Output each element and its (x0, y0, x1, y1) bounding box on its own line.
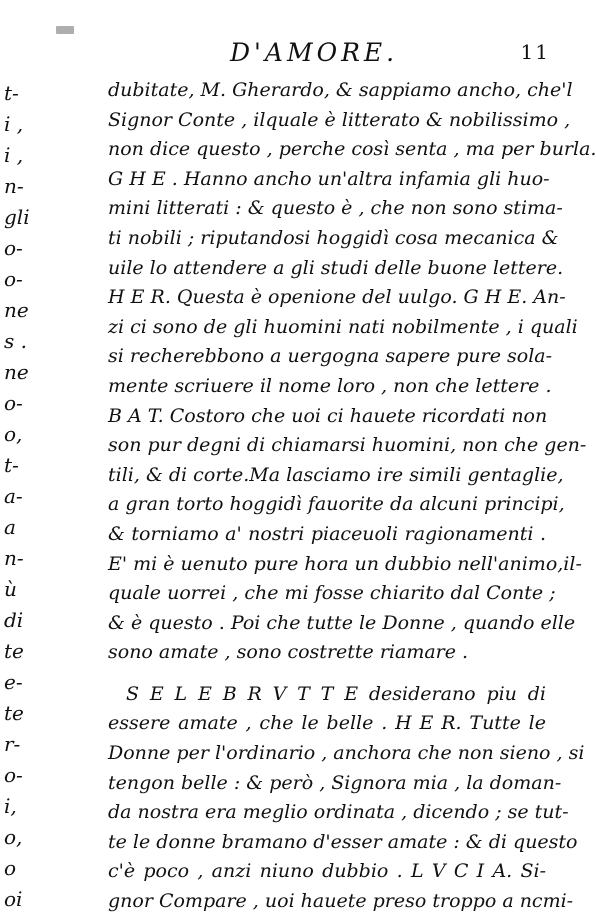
margin-fragment: oi (4, 887, 23, 911)
margin-fragment: te (4, 639, 24, 663)
margin-fragment: i, (4, 794, 17, 818)
text-line: E' mi è uenuto pure hora un dubbio nell'animo,il- (108, 552, 582, 575)
text-line: a gran torto hoggidì fauorite da alcuni principi, (108, 493, 565, 516)
text-line: mente scriuere il nome loro , non che lettere . (108, 374, 552, 397)
margin-fragment: i , (4, 112, 24, 136)
margin-fragment: s . (4, 329, 27, 353)
page-header (230, 38, 550, 78)
text-line: mini litterati : & questo è , che non sono stima- (108, 197, 563, 220)
left-page-margin-fragments (0, 78, 60, 915)
margin-fragment: gli (4, 205, 30, 229)
margin-fragment: e- (4, 670, 23, 694)
text-line: c'è poco , anzi niuno dubbio . L V C I A. Si- (108, 860, 546, 883)
text-line: son pur degni di chiamarsi huomini, non che gen- (108, 434, 587, 457)
text-line: Donne per l'ordinario , anchora che non sieno , si (108, 742, 585, 765)
margin-fragment: di (4, 608, 24, 632)
text-line: Signor Conte , ilquale è litterato & nobilissimo , (108, 108, 571, 131)
text-line: & è questo . Poi che tutte le Donne , quando elle (108, 611, 576, 634)
text-line: te le donne bramano d'esser amate : & di questo (108, 830, 578, 853)
text-line: ti nobili ; riputandosi hoggidì cosa mecanica & (108, 226, 559, 249)
margin-fragment: a- (4, 484, 23, 508)
margin-fragment: n- (4, 174, 24, 198)
margin-fragment: o- (4, 236, 23, 260)
paragraph-gap (108, 668, 546, 680)
margin-fragment: o (4, 856, 17, 880)
gutter-ink-mark (56, 26, 74, 34)
margin-fragment: ne (4, 360, 29, 384)
margin-fragment: n- (4, 546, 24, 570)
text-line: dubitate, M. Gherardo, & sappiamo ancho, che'l (108, 79, 573, 101)
page-number: 11 (520, 40, 550, 64)
margin-fragment: o, (4, 825, 23, 849)
margin-fragment: i , (4, 143, 24, 167)
text-line: tili, & di corte.Ma lasciamo ire simili gentaglie, (108, 463, 564, 486)
margin-fragment: a (4, 515, 16, 539)
margin-fragment: r- (4, 732, 21, 756)
text-block (108, 76, 596, 917)
text-line: B A T. Costoro che uoi ci hauete ricordati non (108, 404, 548, 427)
text-line: uile lo attendere a gli studi delle buone lettere. (108, 256, 564, 279)
running-title: D'AMORE. (230, 38, 399, 67)
text-line: essere amate , che le belle . H E R. Tutte le (108, 712, 546, 735)
text-line: gnor Compare , uoi hauete preso troppo a ncmi- (108, 890, 574, 913)
paragraph-two (108, 680, 585, 917)
text-line: zi ci sono de gli huomini nati nobilmente , i quali (108, 315, 578, 338)
margin-fragment: o- (4, 267, 23, 291)
text-line: da nostra era meglio ordinata , dicendo ; se tut- (108, 801, 569, 824)
paragraph-one (108, 76, 596, 668)
margin-fragment: t- (4, 453, 19, 477)
text-line: S E L E B R V T T E desiderano piu di (126, 682, 546, 705)
margin-fragment: ne (4, 298, 29, 322)
margin-fragment: t- (4, 81, 19, 105)
text-line: non dice questo , perche così senta , ma per burla. (108, 138, 596, 161)
text-line: & torniamo a' nostri piaceuoli ragionamenti . (108, 522, 546, 545)
margin-fragment: te (4, 701, 24, 725)
margin-fragment: o- (4, 391, 23, 415)
margin-fragment: o- (4, 763, 23, 787)
text-line: tengon belle : & però , Signora mia , la doman- (108, 771, 562, 794)
margin-fragment: o, (4, 422, 23, 446)
text-line: quale uorrei , che mi fosse chiarito dal Conte ; (108, 582, 556, 605)
margin-fragment: ù (4, 577, 17, 601)
text-line: si recherebbono a uergogna sapere pure sola- (108, 345, 553, 368)
text-line: H E R. Questa è openione del uulgo. G H E. An- (108, 286, 566, 309)
text-line: G H E . Hanno ancho un'altra infamia gli huo- (108, 167, 550, 190)
text-line: sono amate , sono costrette riamare . (108, 641, 469, 664)
